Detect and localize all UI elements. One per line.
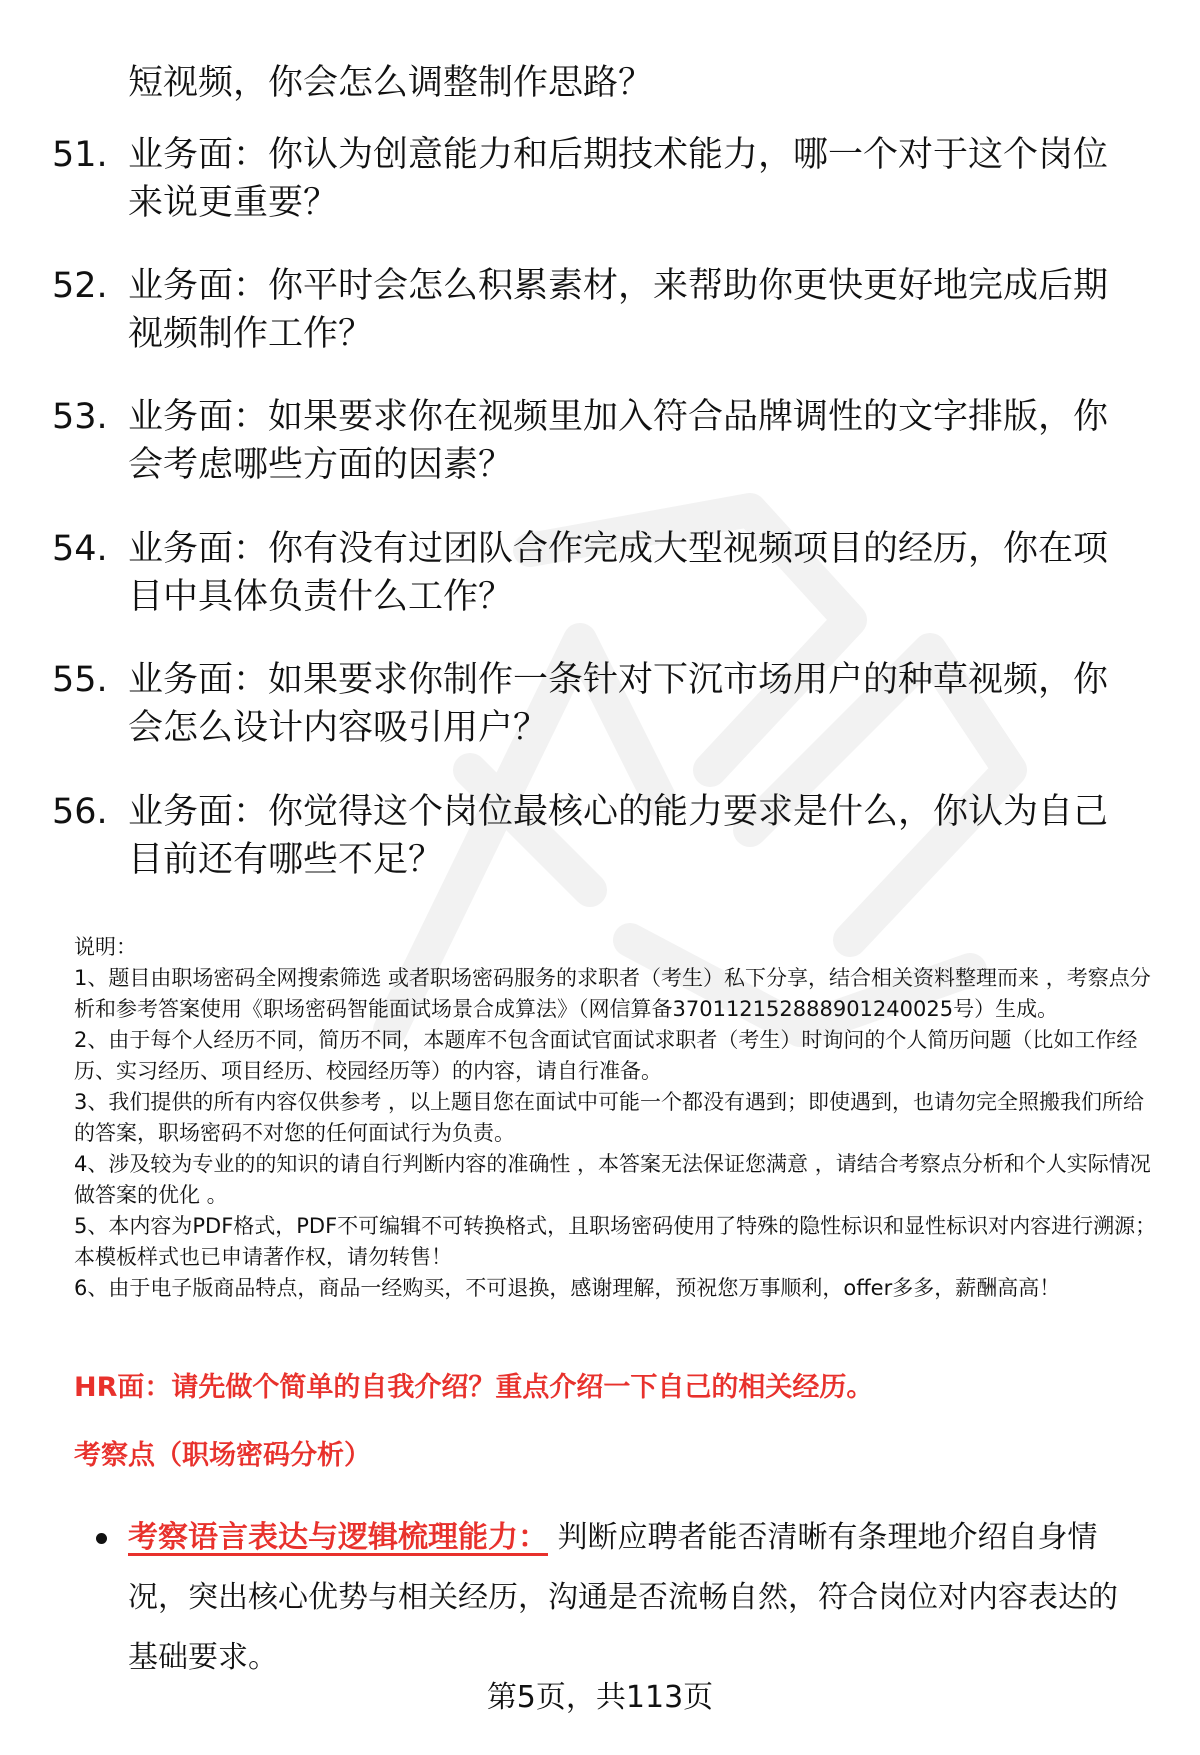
notes-section <box>74 932 1159 1304</box>
analysis-heading: 考察点（职场密码分析） <box>74 1440 371 1471</box>
question-text: 业务面：如果要求你在视频里加入符合品牌调性的文字排版，你会考虑哪些方面的因素？ <box>128 397 1109 485</box>
notes-item: 5、本内容为PDF格式，PDF不可编辑不可转换格式，且职场密码使用了特殊的隐性标识和显性标识对内容进行溯源；本模板样式也已申请著作权，请勿转售！ <box>74 1214 1157 1269</box>
bullet-text <box>128 1508 1146 1688</box>
page-footer: 第5页，共113页 <box>486 1680 714 1715</box>
question-text: 业务面：你觉得这个岗位最核心的能力要求是什么，你认为自己目前还有哪些不足？ <box>128 792 1109 880</box>
question-text: 业务面：你平时会怎么积累素材，来帮助你更快更好地完成后期视频制作工作？ <box>128 266 1109 354</box>
bullet-body: 判断应聘者能否清晰有条理地介绍自身情况，突出核心优势与相关经历，沟通是否流畅自然，符合岗位对内容表达的基础要求。 <box>128 1520 1118 1675</box>
notes-item: 3、我们提供的所有内容仅供参考 ，以上题目您在面试中可能一个都没有遇到；即使遇到，也请勿完全照搬我们所给的答案，职场密码不对您的任何面试行为负责。 <box>74 1090 1145 1145</box>
question-number: 56. <box>52 792 108 832</box>
notes-item: 4、涉及较为专业的的知识的请自行判断内容的准确性 ，本答案无法保证您满意 ，请结合考察点分析和个人实际情况做答案的优化 。 <box>74 1152 1151 1207</box>
hr-question-heading: HR面：请先做个简单的自我介绍？重点介绍一下自己的相关经历。 <box>74 1372 874 1403</box>
question-text: 业务面：你有没有过团队合作完成大型视频项目的经历，你在项目中具体负责什么工作？ <box>128 529 1109 617</box>
analysis-bullet <box>96 1508 1146 1688</box>
question-number: 55. <box>52 660 108 700</box>
question-number: 51. <box>52 135 108 175</box>
notes-item: 2、由于每个人经历不同，简历不同，本题库不包含面试官面试求职者（考生）时询问的个人简历问题（比如工作经历、实习经历、项目经历、校园经历等）的内容，请自行准备。 <box>74 1028 1138 1083</box>
bullet-dot-icon <box>96 1533 107 1544</box>
notes-item: 6、由于电子版商品特点，商品一经购买，不可退换，感谢理解，预祝您万事顺利，offer多多，薪酬高高！ <box>74 1276 1061 1300</box>
question-continuation: 短视频，你会怎么调整制作思路？ <box>128 63 654 103</box>
question-number: 53. <box>52 397 108 437</box>
question-text: 业务面：如果要求你制作一条针对下沉市场用户的种草视频，你会怎么设计内容吸引用户？ <box>128 660 1109 748</box>
question-number: 54. <box>52 529 108 569</box>
question-number: 52. <box>52 266 108 306</box>
question-text: 业务面：你认为创意能力和后期技术能力，哪一个对于这个岗位来说更重要？ <box>128 135 1109 223</box>
notes-title: 说明： <box>74 935 137 959</box>
bullet-heading: 考察语言表达与逻辑梳理能力： <box>128 1520 548 1555</box>
notes-item: 1、题目由职场密码全网搜索筛选 或者职场密码服务的求职者（考生）私下分享，结合相关资料整理而来 ，考察点分析和参考答案使用《职场密码智能面试场景合成算法》（网信算备370112152888901240025号）生成。 <box>74 966 1151 1021</box>
